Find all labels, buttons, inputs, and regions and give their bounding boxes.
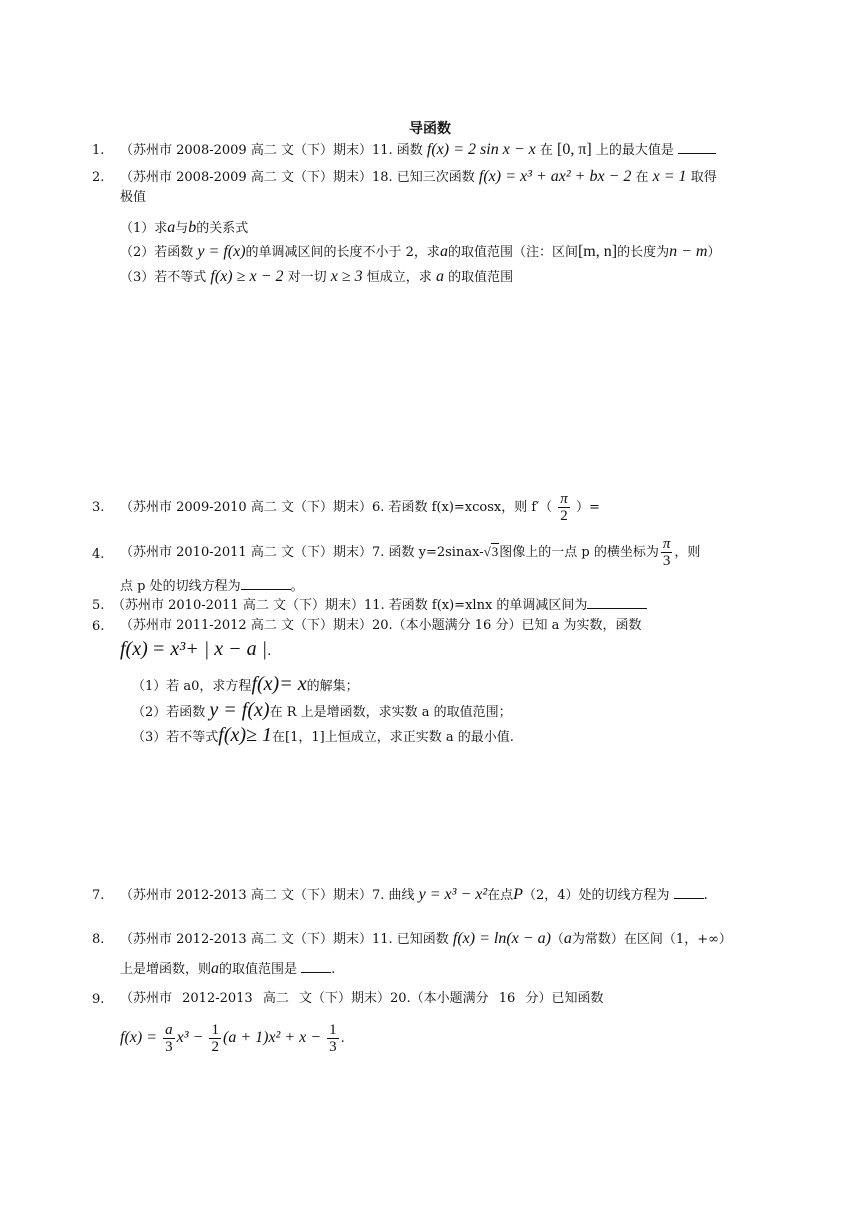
math-eq: = x (279, 673, 307, 695)
math-term: x³ − (176, 1029, 204, 1046)
fraction-numerator: a (165, 1022, 173, 1038)
part-text: 的单调减区间的长度不小于 2，求 (245, 245, 440, 260)
part-text: 与 (175, 221, 189, 236)
math-fx: f(x) (251, 673, 280, 695)
question-source: （苏州市 2008-2009 高二 文（下）期末）18. 已知三次函数 (120, 170, 475, 185)
question-text: ）= (575, 500, 600, 515)
question-6-part-2 (132, 699, 512, 722)
fraction-denominator: 2 (211, 1039, 219, 1055)
part-text: 的关系式 (196, 221, 249, 236)
item-number: 4. (92, 547, 105, 562)
math-b: b (188, 219, 197, 236)
question-7: （苏州市 2012-2013 高二 文（下）期末）7. 曲线 y = x³ − x²在点P（2，4）处的切线方程为 . (120, 886, 708, 903)
fraction-numerator: π (662, 536, 671, 552)
question-text: 为常数）在区间（1，+∞） (571, 932, 732, 947)
item-number: 3. (92, 500, 105, 515)
question-2-part-3 (120, 266, 513, 286)
math-fraction (327, 1022, 339, 1055)
math-fx: f(x) (478, 168, 502, 185)
question-4-cont: 点 p 处的切线方程为 。 (120, 579, 304, 594)
item-number: 7. (92, 888, 105, 903)
fraction-denominator: 3 (662, 553, 671, 569)
answer-blank (678, 141, 716, 154)
question-8-cont: 上是增函数，则a的取值范围是 . (120, 960, 336, 977)
part-label: （3）若不等式 (132, 730, 219, 745)
math-interval: [0, π] (557, 141, 592, 158)
item-number: 8. (92, 932, 105, 947)
part-text: 在[1，1]上恒成立，求正实数 a 的最小值. (272, 730, 514, 745)
math-a: a (439, 243, 448, 260)
part-label: （2）若函数 (132, 705, 206, 720)
part-text: 的取值范围 (448, 270, 514, 285)
question-text: 在 (635, 170, 649, 185)
question-text: 图像上的一点 p 的横坐标为 (499, 545, 659, 560)
math-cond: x = 1 (652, 168, 687, 185)
question-text: 的取值范围是 (219, 962, 298, 977)
question-text: 上是增函数，则 (120, 962, 212, 977)
question-source: （苏州市 2012-2013 高二 文（下）期末）7. 曲线 (120, 888, 415, 903)
question-4 (120, 532, 700, 573)
item-number: 2. (92, 170, 105, 185)
question-text: ，则 (674, 545, 701, 560)
question-source: （苏州市 2009-2010 高二 文（下）期末）6. 若函数 f(x)=xcosx，则 f′（ (120, 500, 553, 515)
question-9 (120, 990, 603, 1008)
math-x-cond: x ≥ 3 (330, 268, 363, 285)
math-ineq: ≥ x − 2 (236, 268, 284, 285)
question-8: （苏州市 2012-2013 高二 文（下）期末）11. 已知函数 f(x) = ln(x − a)（a为常数）在区间（1，+∞） (120, 930, 732, 947)
math-yfx: y = f(x) (197, 243, 246, 260)
question-6-part-3 (132, 724, 514, 747)
question-2 (120, 168, 717, 187)
question-text: 取得 (690, 170, 717, 185)
math-a: a (211, 960, 220, 977)
part-text: 对一切 (287, 270, 327, 285)
part-label: （2）若函数 (120, 245, 194, 260)
fraction-denominator: 3 (329, 1039, 337, 1055)
part-label: （3）若不等式 (120, 270, 207, 285)
question-6-function: f(x) = x³+ | x − a |. (120, 638, 272, 660)
part-text: 的取值范围（注：区间 (447, 245, 578, 260)
math-fx: f(x) (218, 724, 247, 746)
math-sqrt: √3 (483, 544, 499, 559)
fraction-numerator: 1 (211, 1022, 219, 1038)
math-a: a (563, 930, 572, 947)
math-fx: f(x) (120, 638, 148, 660)
answer-blank (241, 577, 291, 590)
math-fx: f(x) = (120, 1029, 157, 1046)
item-number: 9. (92, 992, 105, 1007)
question-source: （苏州市 2010-2011 高二 文（下）期末）7. 函数 y=2sinax- (120, 545, 484, 560)
question-1 (120, 141, 716, 160)
question-9-function: f(x) = $\frac{a}{3}$ x³ − $\frac{1}{2}$ (a + 1)x² + x − $\frac{1}{3}$ . (120, 1022, 345, 1055)
math-yfx: y = f(x) (209, 699, 270, 721)
part-text: 的解集； (306, 679, 359, 694)
part-text: 在 R 上是增函数，求实数 a 的取值范围； (269, 705, 512, 720)
answer-blank (674, 886, 704, 899)
part-label: （1）若 a0，求方程 (132, 679, 252, 694)
answer-blank (301, 960, 331, 973)
fraction-numerator: 1 (329, 1022, 337, 1038)
fraction-denominator: 3 (165, 1039, 173, 1055)
part-text: 恒成立，求 (366, 270, 432, 285)
item-number: 6. (92, 619, 105, 634)
math-function: f(x) = ln(x − a) (452, 930, 551, 947)
math-fraction (209, 1022, 221, 1055)
math-a: a (435, 268, 444, 285)
part-label: （1）求 (120, 221, 168, 236)
math-ineq: ≥ 1 (246, 724, 273, 746)
question-text: 点 p 处的切线方程为 (120, 579, 241, 594)
question-text: （2，4）处的切线方程为 (522, 888, 670, 903)
question-6 (120, 617, 641, 635)
question-source: （苏州市 2008-2009 高二 文（下）期末）11. 函数 (120, 143, 423, 158)
page-title: 导函数 (409, 121, 451, 137)
math-expr: = x³ + ax² + bx − 2 (505, 168, 632, 185)
question-6-part-1 (132, 673, 359, 696)
math-fx: f(x) (210, 268, 233, 285)
item-number: 5. (92, 598, 105, 613)
part-text: 的长度为 (617, 245, 670, 260)
question-2-cont: 极值 (120, 190, 147, 205)
math-a: a (167, 219, 176, 236)
question-text: 上的最大值是 (595, 143, 674, 158)
math-point: P (513, 886, 523, 903)
answer-blank (587, 596, 647, 609)
fraction-numerator: π (560, 491, 568, 507)
math-term: (a + 1)x² + x − (222, 1029, 322, 1046)
question-3 (120, 488, 600, 528)
question-source: （苏州市 2011-2012 高二 文（下）期末）20.（本小题满分 16 分）已知 a 为实数，函数 (120, 618, 642, 633)
item-number: 1. (92, 143, 105, 158)
math-length: n − m (669, 243, 708, 260)
math-fraction (163, 1022, 175, 1055)
question-source: （苏州市 2012-2013 高二 文（下）期末）11. 已知函数 (120, 932, 449, 947)
math-expr: = x³+ | x − a | (151, 638, 268, 660)
math-interval: [m, n] (577, 243, 618, 260)
question-2-part-1 (120, 217, 248, 237)
question-text: 在 (539, 143, 553, 158)
question-5 (112, 596, 647, 615)
math-fraction (558, 491, 570, 524)
math-expr: = 2 sin x − x (453, 141, 536, 158)
question-source: （苏州市 2010-2011 高二 文（下）期末）11. 若函数 f(x)=xlnx 的单调减区间为 (112, 598, 588, 613)
math-fraction (661, 536, 673, 569)
question-2-part-2: （2）若函数 y = f(x)的单调减区间的长度不小于 2，求a的取值范围（注：区间[m, n]的长度为n − m） (120, 243, 721, 260)
math-curve: y = x³ − x² (418, 886, 488, 903)
question-text: 在点 (487, 888, 514, 903)
math-fx: f(x) (426, 141, 450, 158)
fraction-denominator: 2 (560, 508, 568, 524)
question-source: （苏州市 2012-2013 高二 文（下）期末）20.（本小题满分 16 分）已知函数 (120, 991, 604, 1006)
